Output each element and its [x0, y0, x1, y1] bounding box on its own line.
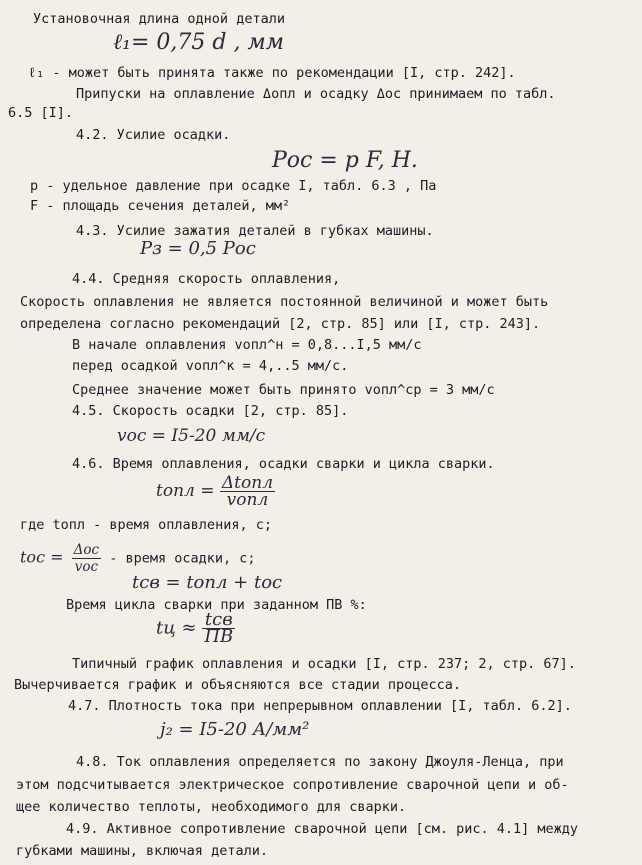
formula-j2: j₂ = I5-20 А/мм²	[160, 719, 310, 740]
text-line: 6.5 [I].	[8, 105, 74, 121]
text-line: В начале оплавления vопл^н = 0,8...I,5 мм/с	[72, 337, 422, 353]
formula-poc: Рос = p F, Н.	[272, 148, 418, 173]
text-line: Скорость оплавления не является постоянной величиной и может быть	[20, 294, 549, 310]
formula-pz: Рз = 0,5 Рос	[140, 238, 256, 259]
text-line: губками машины, включая детали.	[16, 843, 268, 859]
text-line: p - удельное давление при осадке I, табл. 6.3 , Па	[30, 178, 437, 194]
section-heading: 4.4. Средняя скорость оплавления,	[72, 271, 341, 287]
text-line: Припуски на оплавление Δопл и осадку Δос принимаем по табл.	[76, 86, 556, 102]
text-line: Установочная длина одной детали	[33, 11, 285, 27]
text-line: F - площадь сечения деталей, мм²	[30, 198, 291, 214]
section-heading: 4.8. Ток оплавления определяется по закону Джоуля-Ленца, при	[76, 754, 564, 770]
text-line: перед осадкой vопл^к = 4,..5 мм/с.	[72, 358, 349, 374]
text-line: Типичный график оплавления и осадки [I, стр. 237; 2, стр. 67].	[72, 656, 576, 672]
text-line: определена согласно рекомендаций [2, стр. 85] или [I, стр. 243].	[20, 316, 541, 332]
formula-toc: tос = $\frac{\text{Δос}}{\text{vос}}$ - время осадки, с;	[20, 542, 256, 575]
section-heading: 4.9. Активное сопротивление сварочной цепи [см. рис. 4.1] между	[66, 821, 579, 837]
section-heading: 4.2. Усилие осадки.	[76, 127, 231, 143]
text-line: Время цикла сварки при заданном ПВ %:	[66, 597, 367, 613]
section-heading: 4.6. Время оплавления, осадки сварки и цикла сварки.	[72, 456, 495, 472]
section-heading: 4.5. Скорость осадки [2, стр. 85].	[72, 403, 349, 419]
text-line: где tопл - время оплавления, с;	[20, 517, 272, 533]
section-heading: 4.7. Плотность тока при непрерывном оплавлении [I, табл. 6.2].	[68, 698, 572, 714]
formula-tc: tц ≈ $\frac{\text{tсв}}{ПВ}$	[156, 609, 234, 647]
formula-tsv: tсв = tопл + tос	[132, 572, 283, 593]
text-line: щее количество теплоты, необходимого для сварки.	[16, 799, 407, 815]
formula-voc: vос = I5-20 мм/с	[117, 426, 266, 446]
text-line: Вычерчивается график и объясняются все стадии процесса.	[14, 677, 462, 693]
section-heading: 4.3. Усилие зажатия деталей в губках машины.	[76, 223, 434, 239]
text-line: ℓ₁ - может быть принята также по рекомендации [I, стр. 242].	[28, 65, 516, 81]
formula-topl: tопл = $\frac{\text{Δtопл}}{\text{vопл}}$	[156, 473, 274, 510]
text-line: этом подсчитывается электрическое сопротивление сварочной цепи и об-	[16, 777, 569, 793]
text-line: Среднее значение может быть принято vопл^ср = 3 мм/с	[72, 382, 495, 398]
formula-l1: ℓ₁= 0,75 d , мм	[113, 30, 284, 55]
